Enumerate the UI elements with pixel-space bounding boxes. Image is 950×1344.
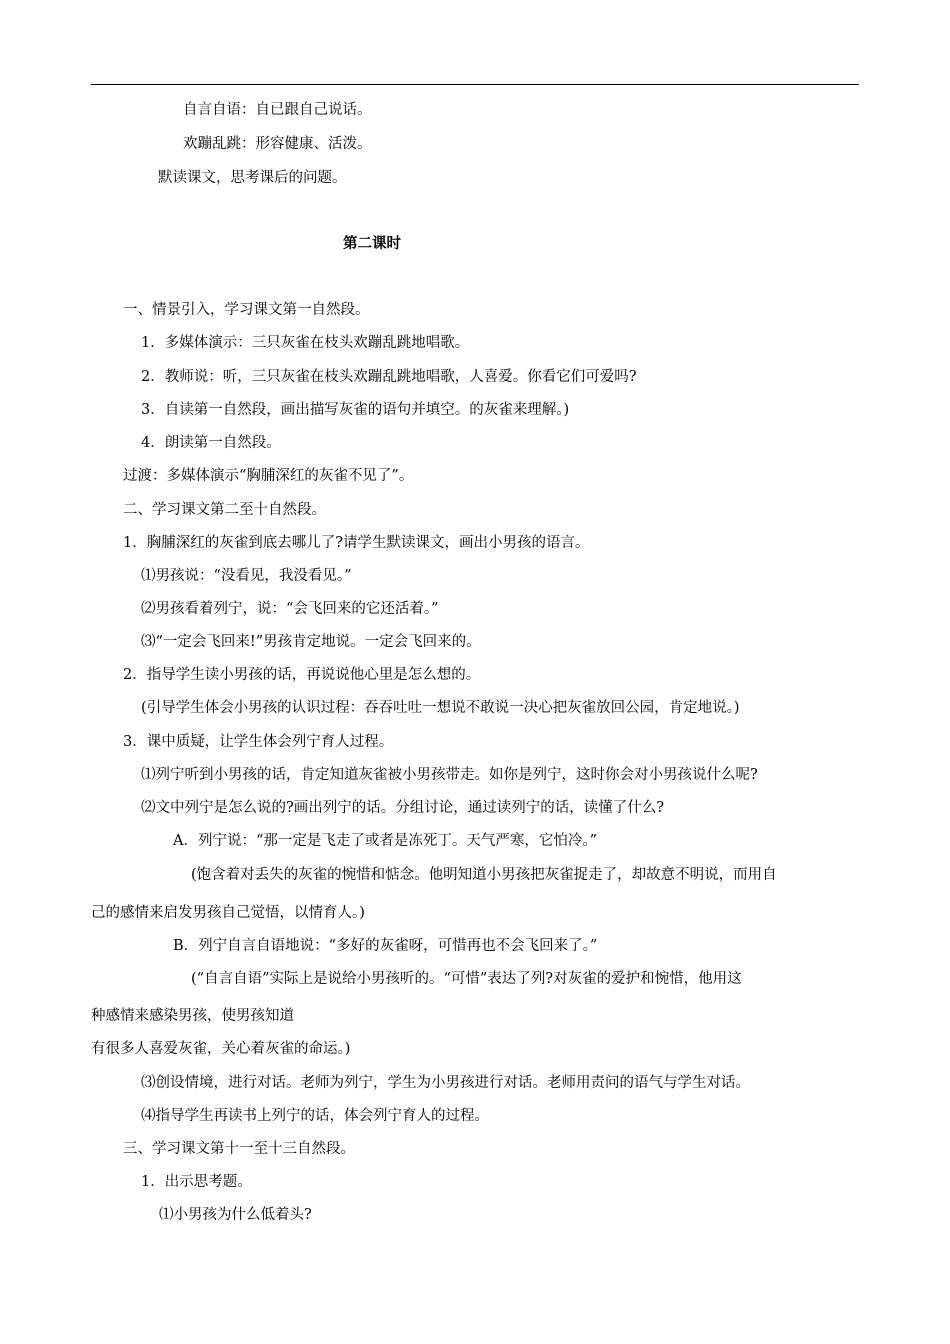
text-line: (“自言自语”实际上是说给小男孩听的。“可惜”表达了列?对灰雀的爱护和惋惜，他用这 [191,971,742,987]
text-line: 一、情景引入，学习课文第一自然段。 [123,302,370,318]
text-line: 默读课文，思考课后的问题。 [158,170,347,186]
text-line: 2．教师说：听，三只灰雀在枝头欢蹦乱跳地唱歌，人喜爱。你看它们可爱吗? [141,369,637,385]
text-line: 2．指导学生读小男孩的话，再说说他心里是怎么想的。 [123,667,481,683]
text-line: 自言自语：自已跟自己说话。 [183,102,372,118]
text-line: ⑴小男孩为什么低着头? [159,1207,312,1223]
text-line: 1．多媒体演示：三只灰雀在枝头欢蹦乱跳地唱歌。 [141,335,470,351]
text-line: ⑴男孩说：“没看见，我没看见。” [141,568,352,584]
text-line: 过渡：多媒体演示“胸脯深红的灰雀不见了”。 [123,468,414,484]
text-line: 三、学习课文第十一至十三自然段。 [123,1141,355,1157]
text-line: 1．胸脯深红的灰雀到底去哪儿了?请学生默读课文，画出小男孩的语言。 [123,535,590,551]
text-line: ⑵文中列宁是怎么说的?画出列宁的话。分组讨论，通过读列宁的话，读懂了什么? [141,800,665,816]
text-line: 种感情来感染男孩，使男孩知道 [91,1008,294,1024]
text-line: 1．出示思考题。 [141,1174,252,1190]
text-line: (引导学生体会小男孩的认识过程：吞吞吐吐一想说不敢说一决心把灰雀放回公园，肯定地说。) [141,700,740,716]
text-line: ⑵男孩看着列宁，说：“会飞回来的它还活着。” [141,601,439,617]
text-line: 4．朗读第一自然段。 [141,435,281,451]
text-line: ⑶创设情境，进行对话。老师为列宁，学生为小男孩进行对话。老师用责问的语气与学生对话。 [141,1075,750,1091]
text-line: A．列宁说：“那一定是飞走了或者是冻死丁。天气严寒，它怕冷。” [173,833,598,849]
text-line: B．列宁自言自语地说：“多好的灰雀呀，可惜再也不会飞回来了。” [173,938,598,954]
text-line: 己的感情来启发男孩自己觉悟，以情育人。) [91,905,365,921]
text-line: 二、学习课文第二至十自然段。 [123,502,326,518]
text-line: 3．自读第一自然段，画出描写灰雀的语句并填空。的灰雀来理解。) [141,402,570,418]
header-rule [91,84,859,85]
text-line: (饱含着对丢失的灰雀的惋惜和惦念。他明知道小男孩把灰雀捉走了，却故意不明说，而用自 [191,867,777,883]
text-line: ⑴列宁听到小男孩的话，肯定知道灰雀被小男孩带走。如你是列宁，这时你会对小男孩说什么呢? [141,767,758,783]
section-title: 第二课时 [343,235,401,252]
text-line: ⑷指导学生再读书上列宁的话，体会列宁育人的过程。 [141,1108,489,1124]
text-line: 欢蹦乱跳：形容健康、活泼。 [183,136,372,152]
text-line: ⑶“一定会飞回来!”男孩肯定地说。一定会飞回来的。 [141,634,481,650]
text-line: 3．课中质疑，让学生体会列宁育人过程。 [123,734,394,750]
text-line: 有很多人喜爱灰雀，关心着灰雀的命运。) [91,1041,351,1057]
